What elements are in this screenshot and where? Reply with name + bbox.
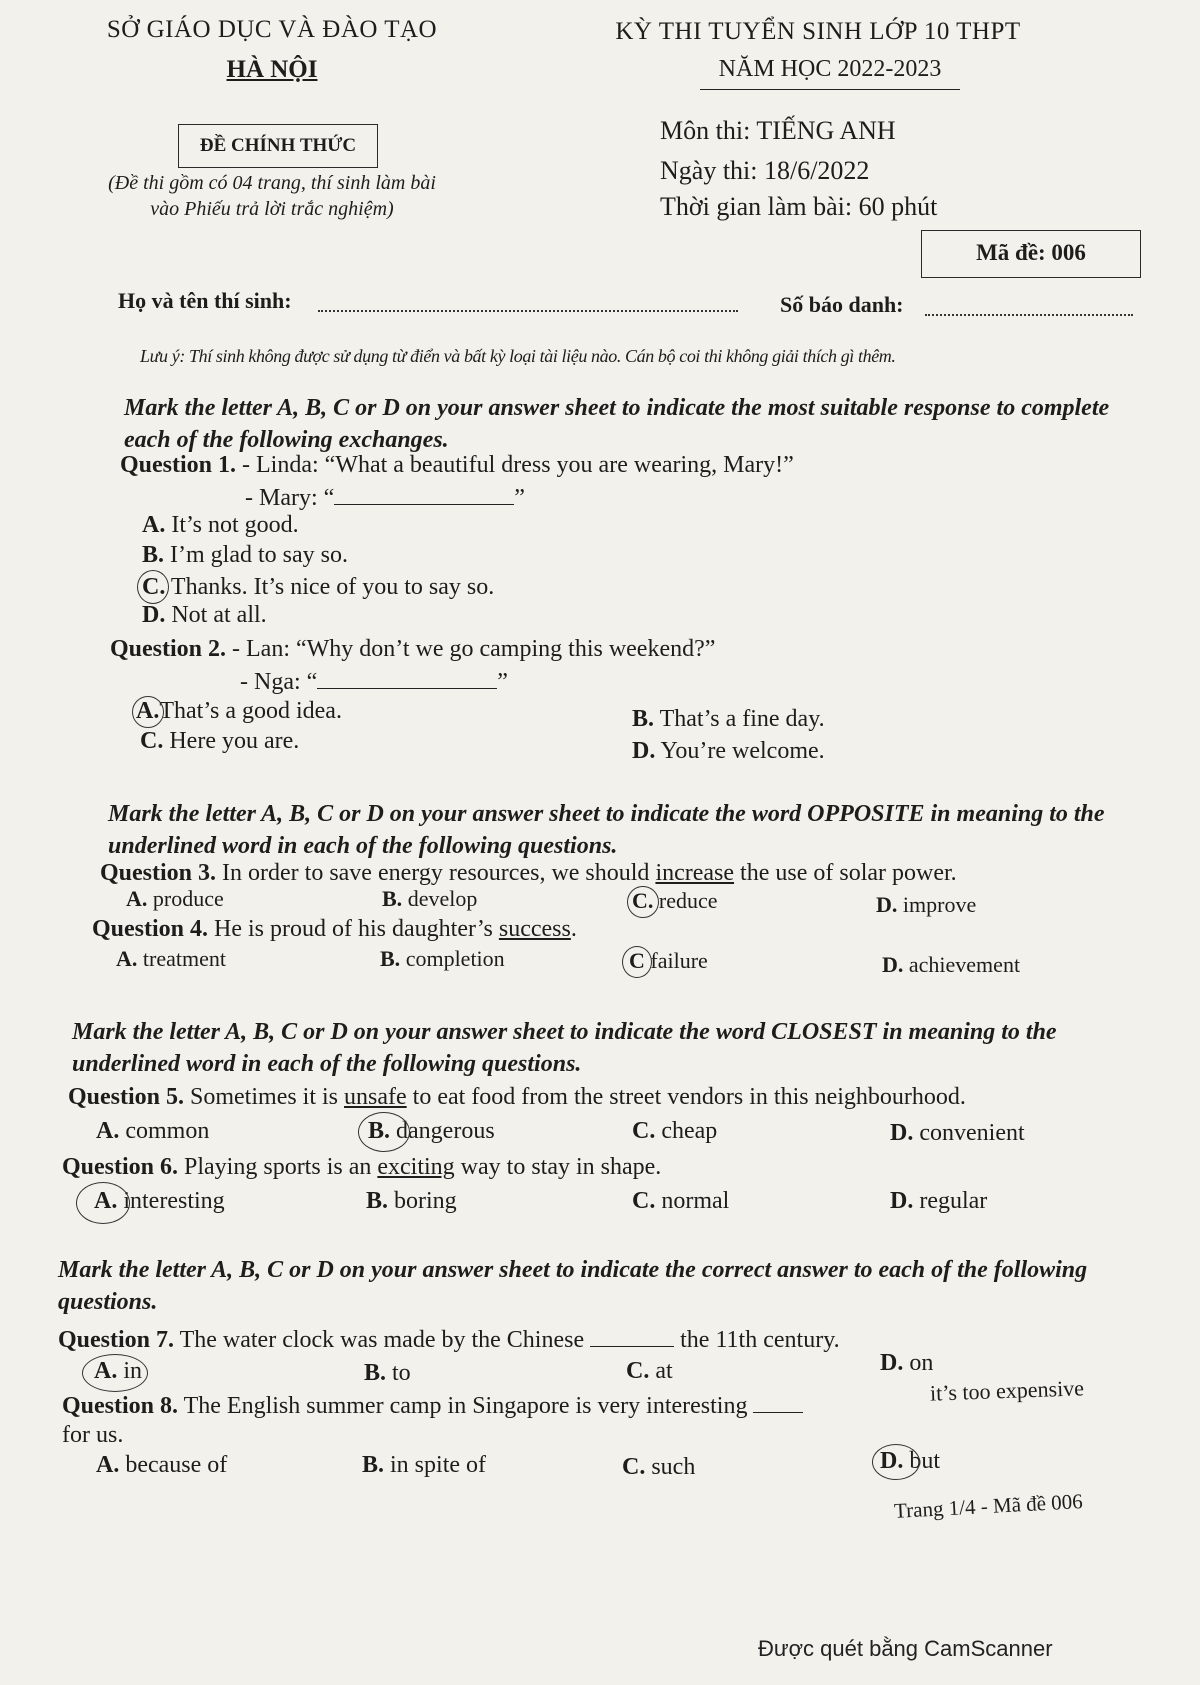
question-label: Question 8.: [62, 1393, 179, 1419]
q6-option-a[interactable]: A. interesting: [94, 1188, 225, 1214]
q2-option-b[interactable]: B. That’s a fine day.: [632, 706, 825, 732]
candidate-name-field[interactable]: [318, 294, 738, 312]
q8-option-b[interactable]: B. in spite of: [362, 1452, 487, 1478]
q2-option-c[interactable]: C. Here you are.: [140, 728, 300, 754]
question-line: - Lan: “Why don’t we go camping this weekend?”: [232, 636, 716, 662]
answer-circle-icon: [132, 696, 164, 728]
question-2-response: [240, 668, 508, 696]
question-label: Question 1.: [120, 452, 237, 478]
answer-circle-icon: [622, 946, 652, 978]
answer-circle-icon: [358, 1112, 410, 1152]
q5-option-b[interactable]: B. dangerous: [368, 1118, 495, 1144]
question-label: Question 7.: [58, 1327, 175, 1353]
section-3-instruction: Mark the letter A, B, C or D on your answer sheet to indicate the word CLOSEST in meaning to the underlined word in each of the following questions.: [72, 1019, 1057, 1077]
q1-option-b[interactable]: B. I’m glad to say so.: [142, 542, 348, 568]
quote-close: ”: [514, 485, 525, 511]
department-name: SỞ GIÁO DỤC VÀ ĐÀO TẠO: [106, 16, 438, 43]
scanner-watermark: Được quét bằng CamScanner: [758, 1636, 1053, 1661]
school-year-underline: [700, 89, 960, 90]
q3-option-b[interactable]: B. develop: [382, 886, 478, 911]
q1-option-c[interactable]: C. Thanks. It’s nice of you to say so.: [142, 574, 495, 600]
subject: Môn thi: TIẾNG ANH: [660, 116, 896, 145]
exam-duration: Thời gian làm bài: 60 phút: [660, 192, 938, 221]
question-6: Question 6. Playing sports is an exciting way to stay in shape.: [62, 1154, 662, 1180]
answer-blank: [317, 668, 497, 689]
question-2: [110, 636, 715, 663]
q1-option-a[interactable]: A. It’s not good.: [142, 512, 299, 538]
underlined-word: increase: [655, 860, 735, 886]
quote-close: ”: [497, 669, 508, 695]
exam-note-line2: vào Phiếu trả lời trắc nghiệm): [150, 198, 394, 220]
underlined-word: success: [498, 916, 571, 942]
question-5: Question 5. Sometimes it is unsafe to eat food from the street vendors in this neighbourhood.: [68, 1084, 966, 1110]
exam-date: Ngày thi: 18/6/2022: [660, 156, 870, 185]
question-line: - Mary: “: [245, 485, 335, 511]
q3-option-a[interactable]: A. produce: [126, 886, 224, 911]
question-8-continuation: for us.: [62, 1422, 124, 1448]
question-label: Question 5.: [68, 1084, 185, 1110]
underlined-word: unsafe: [344, 1084, 407, 1110]
school-year: NĂM HỌC 2022-2023: [718, 56, 942, 82]
q1-option-d[interactable]: D. Not at all.: [142, 602, 267, 628]
page-number: Trang 1/4 - Mã đề 006: [893, 1489, 1084, 1523]
q3-option-d[interactable]: D. improve: [876, 892, 977, 917]
answer-blank: [334, 484, 514, 505]
department-city: HÀ NỘI: [226, 56, 318, 83]
q2-option-a[interactable]: A.That’s a good idea.: [136, 698, 342, 724]
exam-title: KỲ THI TUYỂN SINH LỚP 10 THPT: [615, 18, 1021, 45]
q7-option-d[interactable]: D. on: [880, 1350, 934, 1376]
question-label: Question 6.: [62, 1154, 179, 1180]
q5-option-d[interactable]: D. convenient: [890, 1120, 1025, 1146]
q2-option-d[interactable]: D. You’re welcome.: [632, 738, 825, 764]
exam-note-line1: (Đề thi gồm có 04 trang, thí sinh làm bài: [108, 172, 436, 194]
question-7: Question 7. The water clock was made by the Chinese the 11th century.: [58, 1327, 840, 1353]
q6-option-b[interactable]: B. boring: [366, 1188, 457, 1214]
answer-circle-icon: [137, 570, 169, 604]
question-line: - Linda: “What a beautiful dress you are wearing, Mary!”: [242, 452, 794, 478]
question-1: [120, 452, 794, 479]
answer-blank: [590, 1326, 674, 1347]
q4-option-d[interactable]: D. achievement: [882, 952, 1021, 977]
q5-option-c[interactable]: C. cheap: [632, 1118, 718, 1144]
notice: Lưu ý: Thí sinh không được sử dụng từ điển và bất kỳ loại tài liệu nào. Cán bộ coi thi không giải thích gì thêm.: [140, 346, 896, 366]
answer-circle-icon: [82, 1354, 148, 1392]
section-2-instruction: Mark the letter A, B, C or D on your answer sheet to indicate the word OPPOSITE in meaning to the underlined word in each of the following questions.: [108, 801, 1105, 859]
section-4-instruction: Mark the letter A, B, C or D on your answer sheet to indicate the correct answer to each of the following questions.: [58, 1257, 1088, 1315]
question-label: Question 4.: [92, 916, 209, 942]
q7-option-a[interactable]: A. in: [94, 1358, 143, 1384]
answer-circle-icon: [872, 1444, 920, 1480]
question-label: Question 3.: [100, 860, 217, 886]
question-3: Question 3. In order to save energy resources, we should increase the use of solar power.: [100, 860, 957, 886]
candidate-number-field[interactable]: [925, 298, 1133, 316]
q7-option-b[interactable]: B. to: [364, 1360, 411, 1386]
candidate-number-label: Số báo danh:: [780, 292, 904, 317]
answer-blank: [753, 1392, 803, 1413]
question-8: Question 8. The English summer camp in Singapore is very interesting: [62, 1392, 803, 1420]
q6-option-c[interactable]: C. normal: [632, 1188, 730, 1214]
q7-option-c[interactable]: C. at: [626, 1358, 673, 1384]
q5-option-a[interactable]: A. common: [96, 1118, 210, 1144]
underlined-word: exciting: [377, 1154, 455, 1180]
q8-option-a[interactable]: A. because of: [96, 1452, 228, 1478]
q4-option-c[interactable]: C failure: [629, 948, 708, 973]
exam-code: Mã đề: 006: [976, 240, 1086, 265]
question-1-response: [245, 484, 525, 512]
q4-option-a[interactable]: A. treatment: [116, 946, 226, 971]
question-line: - Nga: “: [240, 669, 318, 695]
question-label: Question 2.: [110, 636, 227, 662]
q8-option-c[interactable]: C. such: [622, 1454, 696, 1480]
q8-option-d[interactable]: D. but: [880, 1448, 941, 1474]
q3-option-c[interactable]: C. reduce: [632, 888, 718, 913]
question-4: Question 4. He is proud of his daughter’s success.: [92, 916, 577, 942]
q4-option-b[interactable]: B. completion: [380, 946, 505, 971]
official-label: ĐỀ CHÍNH THỨC: [199, 135, 357, 156]
candidate-name-label: Họ và tên thí sinh:: [118, 288, 292, 313]
q6-option-d[interactable]: D. regular: [890, 1188, 988, 1214]
answer-circle-icon: [627, 886, 659, 918]
section-1-instruction: Mark the letter A, B, C or D on your answer sheet to indicate the most suitable response to complete each of the following exchanges.: [124, 395, 1110, 453]
question-8-tail: it’s too expensive: [929, 1375, 1085, 1406]
answer-circle-icon: [76, 1182, 130, 1224]
